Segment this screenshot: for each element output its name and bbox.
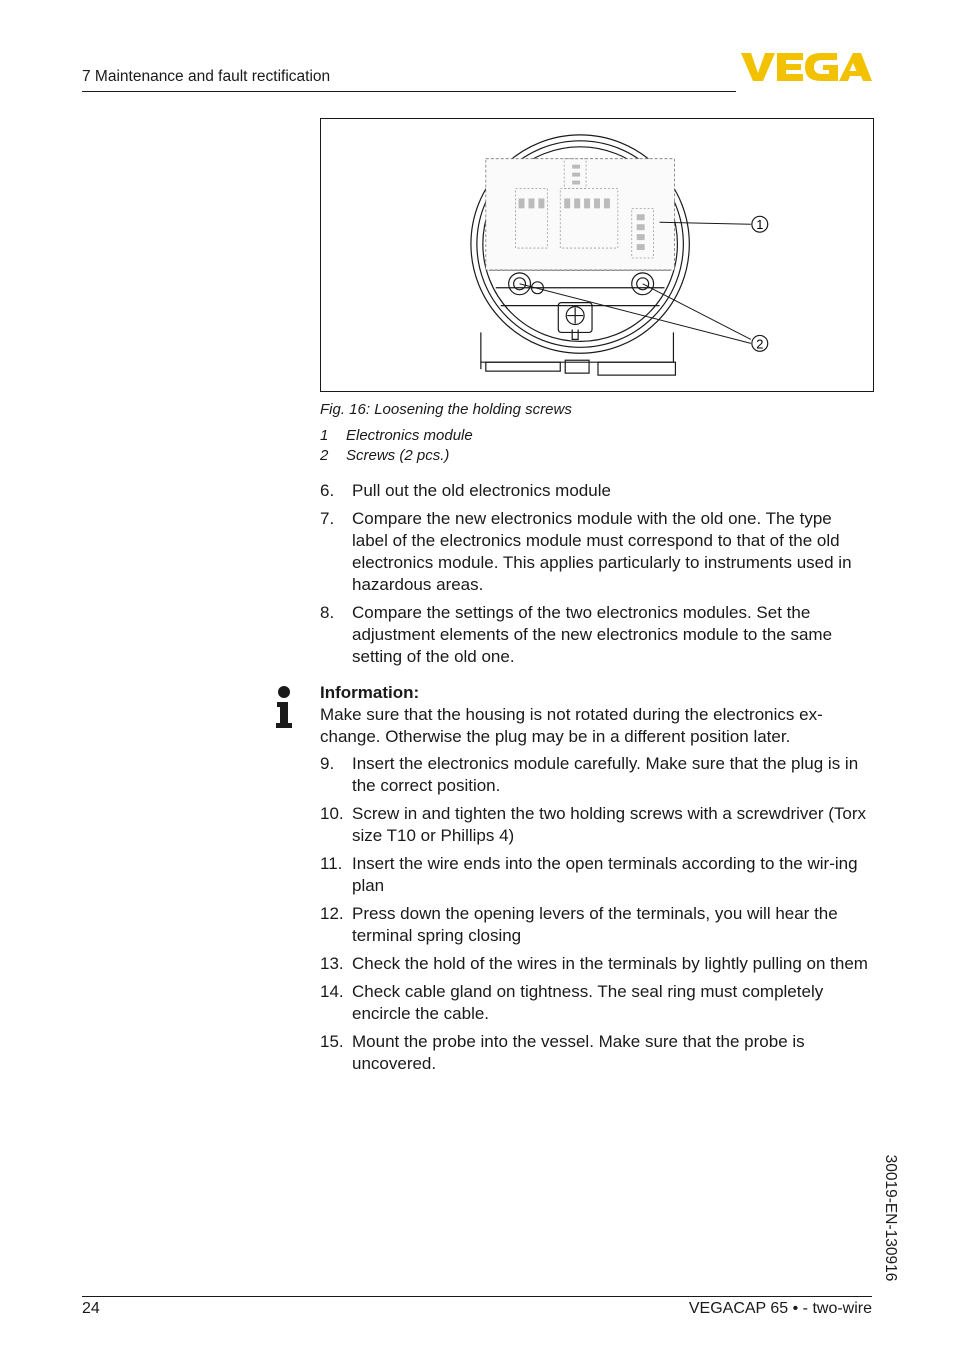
legend-number: 1 — [320, 427, 329, 444]
legend-label: Screws (2 pcs.) — [346, 446, 450, 464]
step-number: 9. — [320, 754, 335, 773]
step-number: 10. — [320, 804, 344, 823]
step-item — [320, 953, 872, 975]
information-note — [320, 682, 872, 748]
figure-holding-screws — [320, 118, 874, 392]
figure-caption: Fig. 16: Loosening the holding screws — [320, 401, 572, 418]
figure-legend — [320, 426, 473, 465]
product-name: VEGACAP 65 • - two-wire — [688, 1300, 872, 1317]
header-section-title: 7 Maintenance and fault rectification — [82, 68, 331, 85]
step-text: Insert the electronics module carefully. Make sure that the plug is in the correct position. — [352, 754, 859, 795]
step-number: 12. — [320, 904, 344, 923]
step-number: 6. — [320, 481, 335, 500]
step-number: 8. — [320, 603, 335, 622]
information-title: Information: — [320, 683, 420, 702]
step-text: Mount the probe into the vessel. Make sure that the probe is uncovered. — [352, 1032, 805, 1073]
step-text: Check cable gland on tightness. The seal ring must completely encircle the cable. — [352, 982, 824, 1023]
steps-list-a — [320, 480, 872, 674]
legend-number: 2 — [320, 446, 329, 464]
header-divider — [82, 91, 736, 92]
step-item — [320, 508, 872, 596]
legend-label: Electronics module — [346, 427, 473, 444]
page-number: 24 — [82, 1300, 100, 1317]
step-text: Compare the settings of the two electronics modules. Set the adjustment elements of the new electronics module to the same setting of the old one. — [352, 603, 833, 666]
step-text: Pull out the old electronics module — [352, 481, 611, 500]
step-item — [320, 753, 872, 797]
step-text: Compare the new electronics module with the old one. The type label of the electronics module must correspond to that of the old electronics module. This applies particularly to instruments used in hazardous areas. — [352, 509, 852, 594]
step-number: 7. — [320, 509, 335, 528]
step-item — [320, 480, 872, 502]
steps-list-b — [320, 753, 872, 1081]
callout-2-label: 2 — [756, 336, 764, 352]
step-text: Check the hold of the wires in the terminals by lightly pulling on them — [352, 954, 868, 973]
step-number: 13. — [320, 954, 344, 973]
step-number: 15. — [320, 1032, 344, 1051]
callout-1-label: 1 — [756, 217, 764, 233]
info-icon — [273, 686, 295, 730]
step-number: 11. — [320, 854, 343, 873]
step-number: 14. — [320, 982, 344, 1001]
electronics-housing-drawing — [321, 119, 873, 391]
step-item — [320, 903, 872, 947]
information-text: Make sure that the housing is not rotated during the electronics ex-change. Otherwise the plug may be in a different position later. — [320, 705, 823, 746]
footer-divider — [82, 1296, 872, 1297]
step-text: Screw in and tighten the two holding screws with a screwdriver (Torx size T10 or Phillips 4) — [352, 804, 866, 845]
step-text: Press down the opening levers of the terminals, you will hear the terminal spring closing — [352, 904, 838, 945]
step-item — [320, 1031, 872, 1075]
document-code — [876, 1138, 904, 1298]
step-item — [320, 803, 872, 847]
vega-logo — [741, 50, 872, 84]
step-text: Insert the wire ends into the open terminals according to the wir-ing plan — [352, 854, 858, 895]
legend-item — [320, 426, 473, 446]
legend-item — [320, 446, 473, 466]
document-code-text: 30019-EN-130916 — [882, 1154, 899, 1282]
step-item — [320, 981, 872, 1025]
step-item — [320, 853, 872, 897]
step-item — [320, 602, 872, 668]
